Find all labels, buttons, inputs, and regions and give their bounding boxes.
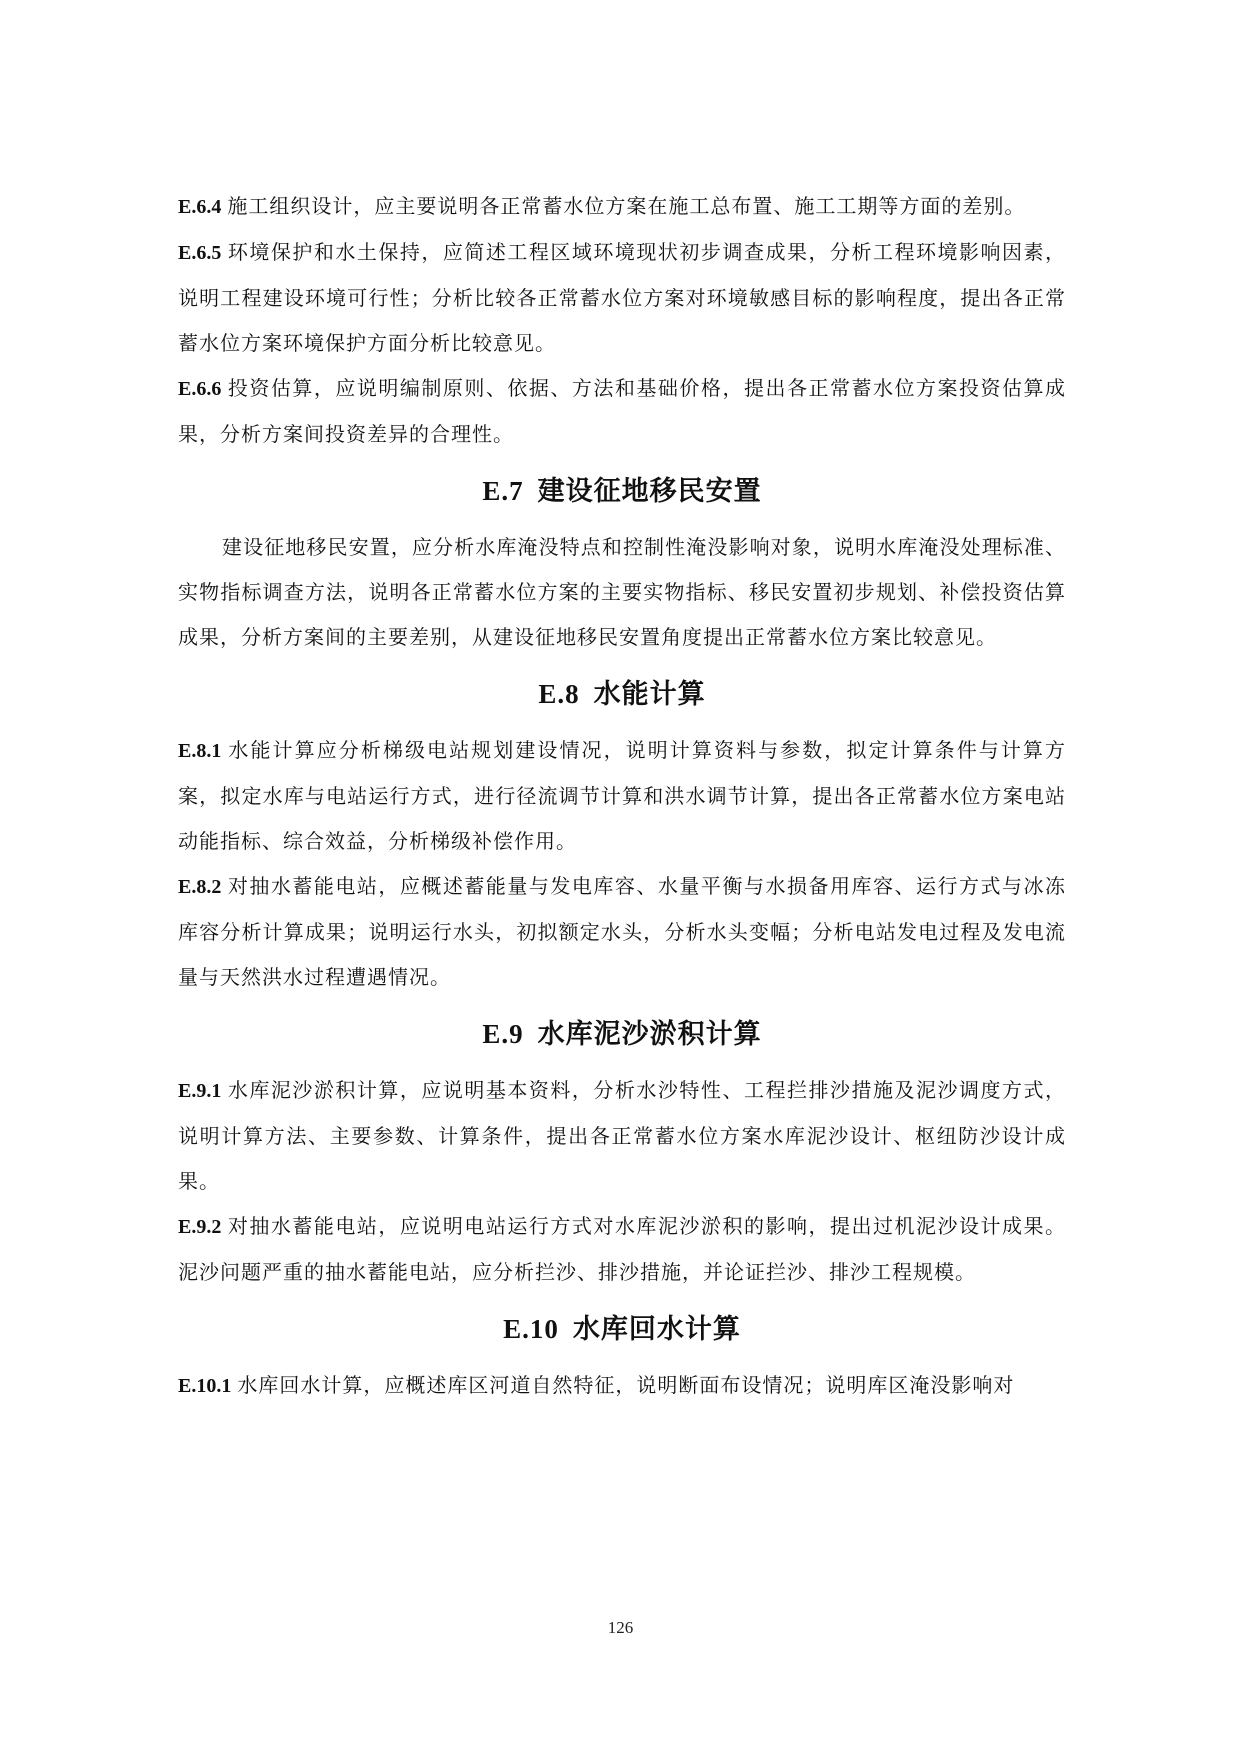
clause-number: E.6.6 bbox=[178, 378, 222, 400]
clause-text: 环境保护和水土保持，应简述工程区域环境现状初步调查成果，分析工程环境影响因素，说明工程建设环境可行性；分析比较各正常蓄水位方案对环境敏感目标的影响程度，提出各正常蓄水位方案环境保护方面分析比较意见。 bbox=[178, 240, 1066, 355]
section-heading-e-7 bbox=[178, 461, 1066, 521]
section-heading-e-9 bbox=[178, 1004, 1066, 1064]
section-heading-e-10 bbox=[178, 1299, 1066, 1359]
clause-e-6-5 bbox=[178, 230, 1066, 366]
clause-number: E.6.5 bbox=[178, 242, 222, 264]
section-title: 建设征地移民安置 bbox=[537, 476, 762, 507]
clause-e-9-1 bbox=[178, 1068, 1066, 1204]
clause-text: 对抽水蓄能电站，应概述蓄能量与发电库容、水量平衡与水损备用库容、运行方式与冰冻库容分析计算成果；说明运行水头，初拟额定水头，分析水头变幅；分析电站发电过程及发电流量与天然洪水过程遭遇情况。 bbox=[178, 874, 1066, 989]
clause-e-8-1 bbox=[178, 728, 1066, 864]
section-title: 水库泥沙淤积计算 bbox=[537, 1019, 762, 1050]
section-number: E.8 bbox=[538, 679, 580, 709]
section-heading-e-8 bbox=[178, 664, 1066, 724]
clause-number: E.8.2 bbox=[178, 876, 222, 898]
clause-text: 投资估算，应说明编制原则、依据、方法和基础价格，提出各正常蓄水位方案投资估算成果，分析方案间投资差异的合理性。 bbox=[178, 376, 1066, 446]
clause-e-10-1 bbox=[178, 1363, 1066, 1409]
clause-text: 施工组织设计，应主要说明各正常蓄水位方案在施工总布置、施工工期等方面的差别。 bbox=[227, 194, 1026, 218]
clause-number: E.10.1 bbox=[178, 1375, 232, 1397]
section-number: E.7 bbox=[482, 476, 524, 506]
clause-number: E.9.2 bbox=[178, 1216, 222, 1238]
section-e-7-body bbox=[178, 525, 1066, 660]
clause-number: E.8.1 bbox=[178, 740, 222, 762]
clause-text: 水库泥沙淤积计算，应说明基本资料，分析水沙特性、工程拦排沙措施及泥沙调度方式，说明计算方法、主要参数、计算条件，提出各正常蓄水位方案水库泥沙设计、枢纽防沙设计成果。 bbox=[178, 1078, 1066, 1193]
section-number: E.10 bbox=[503, 1314, 559, 1344]
clause-text: 对抽水蓄能电站，应说明电站运行方式对水库泥沙淤积的影响，提出过机泥沙设计成果。泥沙问题严重的抽水蓄能电站，应分析拦沙、排沙措施，并论证拦沙、排沙工程规模。 bbox=[178, 1214, 1066, 1284]
paragraph-text: 建设征地移民安置，应分析水库淹没特点和控制性淹没影响对象，说明水库淹没处理标准、实物指标调查方法，说明各正常蓄水位方案的主要实物指标、移民安置初步规划、补偿投资估算成果，分析方案间的主要差别，从建设征地移民安置角度提出正常蓄水位方案比较意见。 bbox=[178, 535, 1066, 649]
page-number: 126 bbox=[607, 1618, 634, 1637]
page-body bbox=[178, 184, 1066, 1409]
clause-text: 水库回水计算，应概述库区河道自然特征，说明断面布设情况；说明库区淹没影响对 bbox=[237, 1373, 1015, 1397]
section-title: 水能计算 bbox=[593, 679, 706, 710]
clause-e-6-6 bbox=[178, 366, 1066, 457]
clause-text: 水能计算应分析梯级电站规划建设情况，说明计算资料与参数，拟定计算条件与计算方案，拟定水库与电站运行方式，进行径流调节计算和洪水调节计算，提出各正常蓄水位方案电站动能指标、综合效益，分析梯级补偿作用。 bbox=[178, 738, 1066, 853]
section-title: 水库回水计算 bbox=[572, 1314, 741, 1345]
clause-e-8-2 bbox=[178, 864, 1066, 1000]
section-number: E.9 bbox=[482, 1019, 524, 1049]
clause-e-6-4 bbox=[178, 184, 1066, 230]
clause-number: E.9.1 bbox=[178, 1080, 222, 1102]
clause-e-9-2 bbox=[178, 1204, 1066, 1295]
clause-number: E.6.4 bbox=[178, 196, 222, 218]
